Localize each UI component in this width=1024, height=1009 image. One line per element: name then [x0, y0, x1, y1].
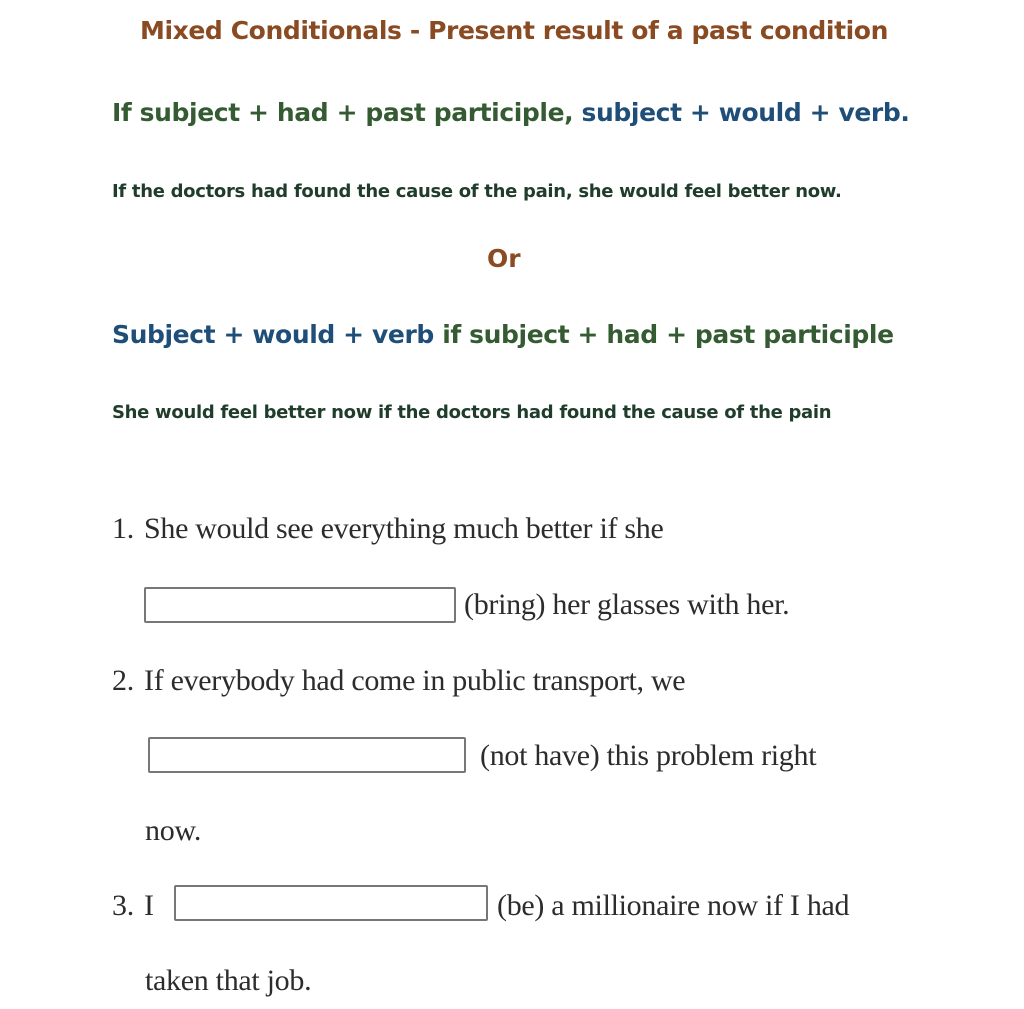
question-2-line-3: now. — [145, 814, 202, 847]
formula-result-clause: Subject + would + verb — [112, 320, 434, 349]
question-1-line-2: (bring) her glasses with her. — [464, 588, 790, 621]
answer-input-1[interactable] — [144, 587, 456, 623]
formula-if-clause: If subject + had + past participle, — [112, 98, 574, 127]
answer-input-3[interactable] — [174, 885, 488, 921]
formula-if-clause: if subject + had + past participle — [433, 320, 894, 349]
question-2-line-1 — [112, 664, 685, 698]
question-text: If everybody had come in public transport, we — [144, 664, 686, 697]
question-number: 3. — [112, 889, 134, 922]
question-text: I — [144, 889, 154, 922]
example-sentence-2: She would feel better now if the doctors had found the cause of the pain — [112, 402, 832, 423]
question-3-line-2: taken that job. — [145, 964, 312, 997]
question-3-line-1 — [112, 889, 154, 923]
formula-if-first — [112, 98, 909, 127]
formula-result-clause: subject + would + verb. — [573, 98, 910, 127]
formula-result-first — [112, 320, 894, 349]
example-sentence-1: If the doctors had found the cause of the pain, she would feel better now. — [112, 181, 842, 202]
question-number: 1. — [112, 512, 134, 545]
answer-input-2[interactable] — [148, 737, 466, 773]
page-title: Mixed Conditionals - Present result of a past condition — [140, 16, 888, 45]
question-3-line-1-rest: (be) a millionaire now if I had — [497, 889, 850, 922]
question-1-line-1 — [112, 512, 663, 546]
or-separator: Or — [487, 244, 521, 273]
question-2-line-2: (not have) this problem right — [480, 739, 817, 772]
question-number: 2. — [112, 664, 134, 697]
question-text: She would see everything much better if she — [144, 512, 664, 545]
